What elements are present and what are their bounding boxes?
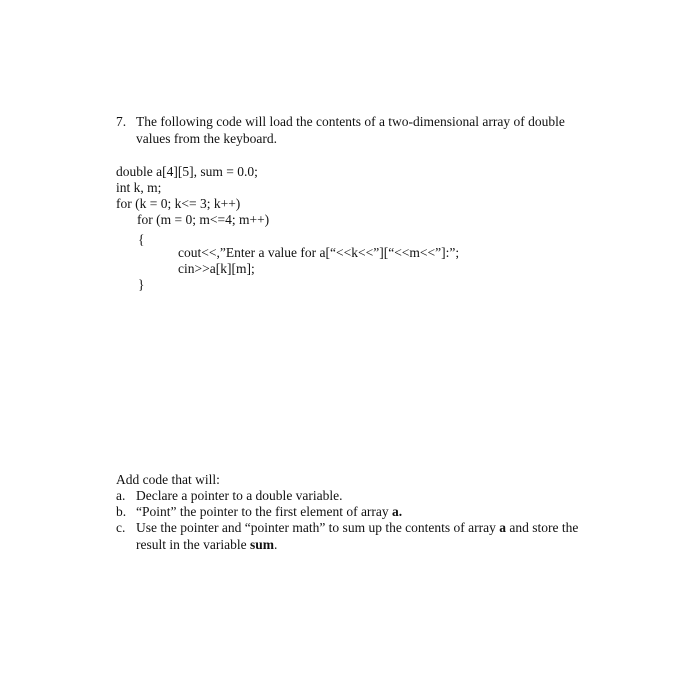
code-line-cin: cin>>a[k][m]; — [178, 261, 255, 276]
question-number: 7. — [116, 114, 127, 129]
task-c-text-line1 — [136, 520, 578, 536]
code-line-declare-ints: int k, m; — [116, 180, 162, 195]
task-c-text-after: and store the — [506, 520, 579, 535]
task-c-marker: c. — [116, 520, 126, 535]
task-c-line2-plain: result in the variable — [136, 537, 250, 552]
code-line-outer-for: for (k = 0; k<= 3; k++) — [116, 196, 241, 211]
question-text-line2: values from the keyboard. — [136, 131, 277, 146]
task-c-text-line2 — [136, 537, 277, 553]
tasks-intro: Add code that will: — [116, 472, 220, 487]
task-b-text-bold: a. — [392, 504, 403, 519]
task-c-line2-after: . — [273, 537, 278, 552]
code-open-brace: { — [138, 232, 145, 247]
task-b-marker: b. — [116, 504, 127, 519]
task-c-text-bold: a — [499, 520, 507, 535]
task-a-text: Declare a pointer to a double variable. — [136, 488, 343, 503]
task-c-text-plain: Use the pointer and “pointer math” to sum up the contents of array — [136, 520, 500, 535]
task-a-marker: a. — [116, 488, 126, 503]
code-line-declare-array: double a[4][5], sum = 0.0; — [116, 164, 258, 179]
task-b-text-plain: “Point” the pointer to the first element of array — [136, 504, 393, 519]
code-line-inner-for: for (m = 0; m<=4; m++) — [137, 212, 270, 227]
code-close-brace: } — [138, 277, 145, 292]
question-text-line1: The following code will load the contents of a two-dimensional array of double — [136, 114, 565, 129]
task-b-text — [136, 504, 402, 520]
code-line-cout: cout<<,”Enter a value for a[“<<k<<”][“<<m<<”]:”; — [178, 245, 460, 260]
task-c-line2-bold: sum — [249, 537, 274, 552]
